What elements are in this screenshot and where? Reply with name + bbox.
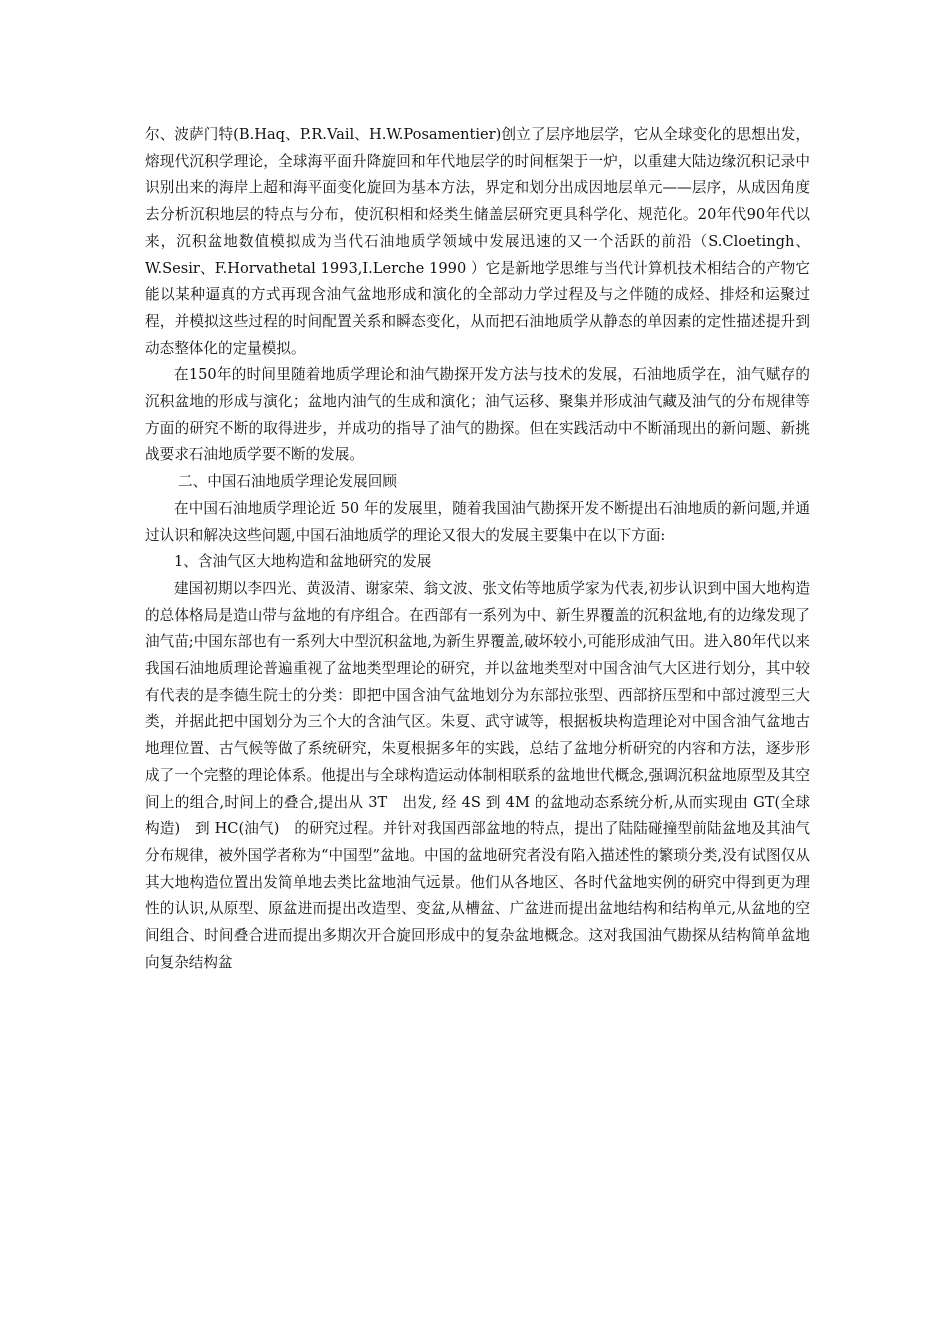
document-page [145,122,810,977]
subsection-heading-tectonics-basins: 1、含油气区大地构造和盆地研究的发展 [174,553,432,571]
section-heading-china-review: 二、中国石油地质学理论发展回顾 [178,473,397,491]
paragraph-sequence-stratigraphy: 尔、波萨门特(B.Haq、P.R.Vail、H.W.Posamentier)创立了层序地层学，它从全球变化的思想出发，熔现代沉积学理论，全球海平面升降旋回和年代地层学的时间框架于一炉，以重建大陆边缘沉积记录中识别出来的海岸上超和海平面变化旋回为基本方法，界定和划分出成因地层单元——层序，从成因角度去分析沉积地层的特点与分布，使沉积相和烃类生储盖层研究更具科学化、规范化。20年代90年代以来，沉积盆地数值模拟成为当代石油地质学领域中发展迅速的又一个活跃的前沿（S.Cloetingh、W.Sesir、F.Horvathetal 1993,I.Lerche 1990 ）它是新地学思维与当代计算机技术相结合的产物它能以某种逼真的方式再现含油气盆地形成和演化的全部动力学过程及与之伴随的成烃、排烃和运聚过程，并模拟这些过程的时间配置关系和瞬态变化，从而把石油地质学从静态的单因素的定性描述提升到动态整体化的定量模拟。 [145,126,810,357]
paragraph-50-years-development: 在中国石油地质学理论近 50 年的发展里，随着我国油气勘探开发不断提出石油地质的新问题,并通过认识和解决这些问题,中国石油地质学的理论又很大的发展主要集中在以下方面: [145,499,810,544]
paragraph-150-years: 在150年的时间里随着地质学理论和油气勘探开发方法与技术的发展，石油地质学在，油气赋存的沉积盆地的形成与演化；盆地内油气的生成和演化；油气运移、聚集并形成油气藏及油气的分布规律等方面的研究不断的取得进步，并成功的指导了油气的勘探。但在实践活动中不断涌现出的新问题、新挑战要求石油地质学要不断的发展。 [145,366,810,464]
paragraph-basin-research: 建国初期以李四光、黄汲清、谢家荣、翁文波、张文佑等地质学家为代表,初步认识到中国大地构造的总体格局是造山带与盆地的有序组合。在西部有一系列为中、新生界覆盖的沉积盆地,有的边缘发现了油气苗;中国东部也有一系列大中型沉积盆地,为新生界覆盖,破坏较小,可能形成油气田。进入80年代以来我国石油地质理论普遍重视了盆地类型理论的研究，并以盆地类型对中国含油气大区进行划分，其中较有代表的是李德生院士的分类：即把中国含油气盆地划分为东部拉张型、西部挤压型和中部过渡型三大类，并据此把中国划分为三个大的含油气区。朱夏、武守诚等，根据板块构造理论对中国含油气盆地古地理位置、古气候等做了系统研究，朱夏根据多年的实践，总结了盆地分析研究的内容和方法，逐步形成了一个完整的理论体系。他提出与全球构造运动体制相联系的盆地世代概念,强调沉积盆地原型及其空间上的组合,时间上的叠合,提出从 3T 出发, 经 4S 到 4M 的盆地动态系统分析,从而实现由 GT(全球构造) 到 HC(油气) 的研究过程。并针对我国西部盆地的特点，提出了陆陆碰撞型前陆盆地及其油气分布规律，被外国学者称为“中国型”盆地。中国的盆地研究者没有陷入描述性的繁琐分类,没有试图仅从其大地构造位置出发简单地去类比盆地油气远景。他们从各地区、各时代盆地实例的研究中得到更为理性的认识,从原型、原盆进而提出改造型、变盆,从槽盆、广盆进而提出盆地结构和结构单元,从盆地的空间组合、时间叠合进而提出多期次开合旋回形成中的复杂盆地概念。这对我国油气勘探从结构简单盆地向复杂结构盆 [145,579,810,971]
